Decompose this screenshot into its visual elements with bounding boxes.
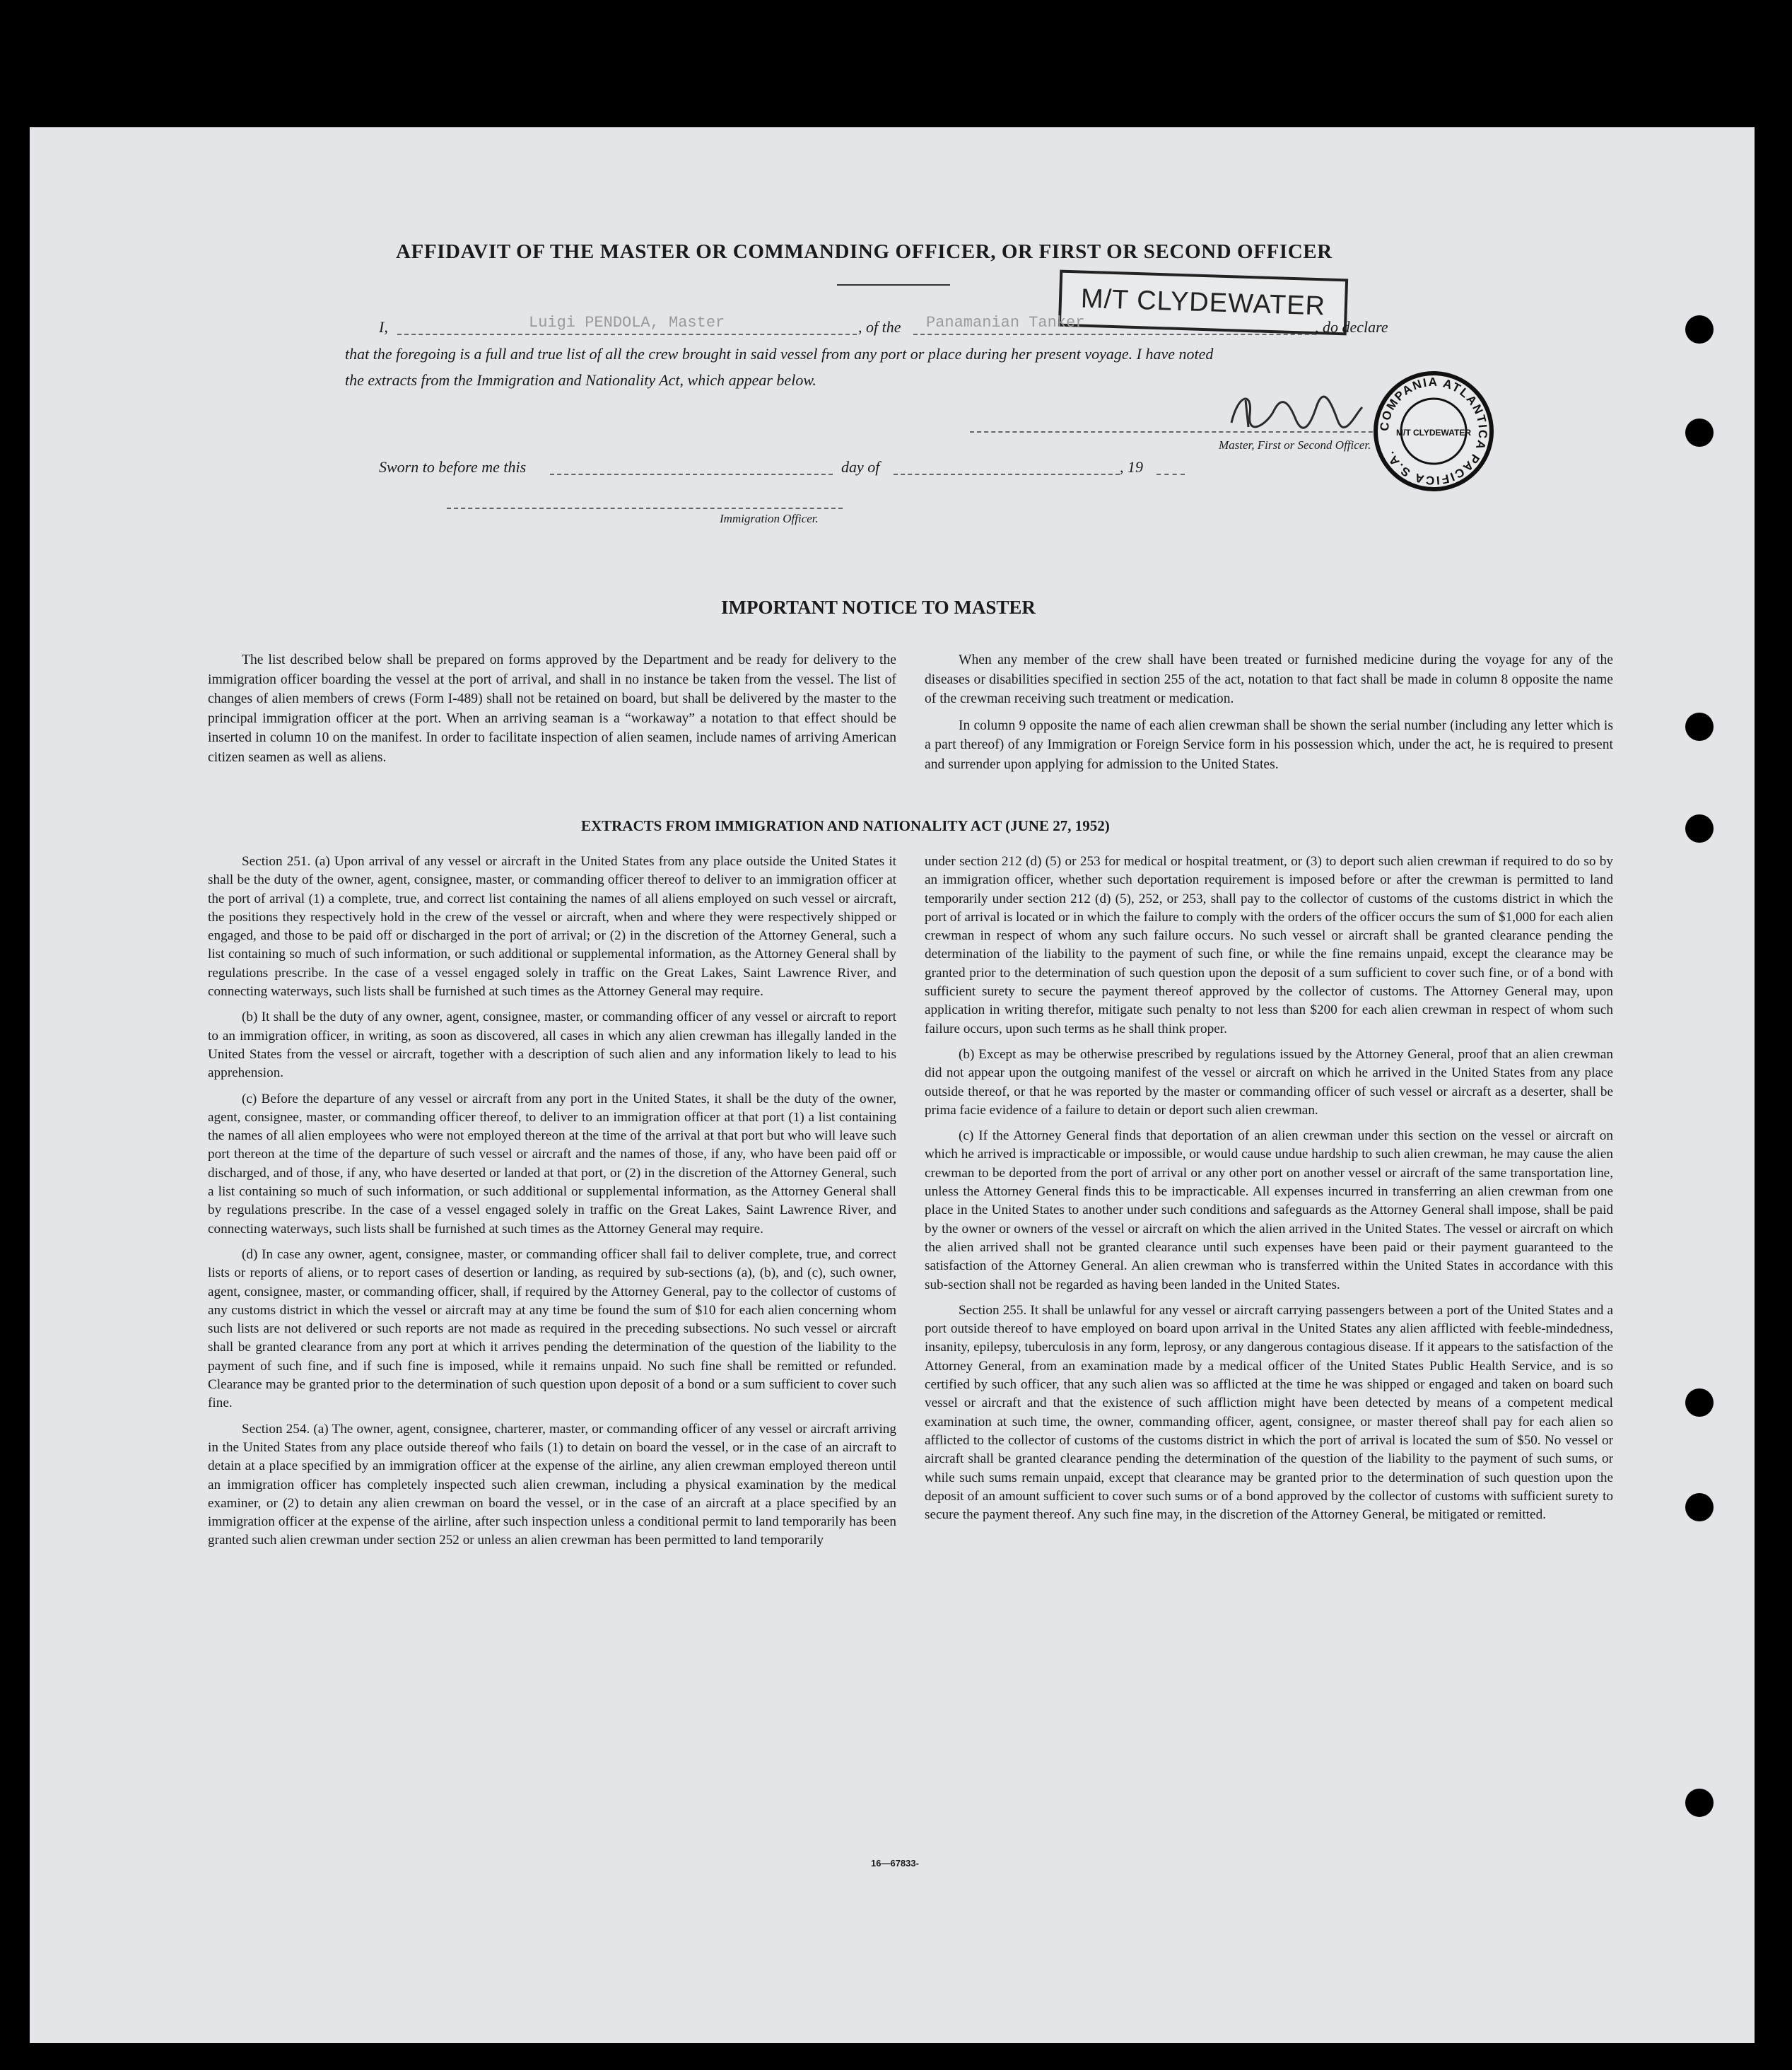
punch-hole: [1685, 419, 1714, 447]
notice-left-column: [208, 650, 896, 774]
extract-section-254c: (c) If the Attorney General finds that deportation of an alien crewman under this section on the vessel or aircraft on which he arrived is impracticable or impossible, or would cause undue hardship to such alien crewman, he may cause the alien crewman to be deported from the port of arrival or any other port on another vessel or aircraft of the same transportation line, unless the Attorney General finds this to be impracticable. All expenses incurred in transferring an alien crewman from one place in the United States to another under such conditions and safeguards as the Attorney General shall impose, shall be paid by the owner or owners of the vessel or aircraft on which the alien arrived in the United States. The vessel or aircraft on which the alien arrived shall not be granted clearance until such expenses have been paid or their payment guaranteed to the satisfaction of the Attorney General. An alien crewman who is transferred within the United States in accordance with this sub-section shall not be regarded as having been landed in the United States.: [925, 1128, 1613, 1292]
sworn-prefix: Sworn to before me this: [379, 458, 527, 476]
punch-hole: [1685, 315, 1714, 344]
declaration-line-2: that the foregoing is a full and true list of all the crew brought in said vessel from any port or place during her present voyage. I have noted: [345, 345, 1214, 363]
year-label: , 19: [1120, 458, 1143, 476]
extracts-left-column: [208, 853, 896, 1557]
extracts-title: EXTRACTS FROM IMMIGRATION AND NATIONALITY ACT (JUNE 27, 1952): [581, 817, 1110, 834]
master-name: Luigi PENDOLA, Master: [529, 314, 725, 332]
vessel-stamp: M/T CLYDEWATER: [1058, 270, 1348, 336]
print-code: 16—67833-: [871, 1858, 919, 1869]
master-signature: [1224, 386, 1366, 435]
vessel-name: Panamanian Tanker: [926, 314, 1085, 332]
notice-right-column: [925, 650, 1613, 781]
extract-section-251d: (d) In case any owner, agent, consignee, master, or commanding officer shall fail to deliver complete, true, and correct lists or reports of aliens, or to report cases of desertion or landing, as required by sub-sections (a), (b), and (c), such owner, agent, consignee, master, or commanding officer, shall, if required by the Attorney General, pay to the collector of customs of any customs district in which the vessel or aircraft may at any time be found the sum of $10 for each alien concerning whom such lists are not delivered or such reports are not made as required in the preceding subsections. No such vessel or aircraft shall be granted clearance from any port at which it arrives pending the determination of the question of the liability to the payment of such fine, and if such fine is imposed, while it remains unpaid. No such fine shall be remitted or refunded. Clearance may be granted prior to the determination of such question upon deposit of a bond or a sum sufficient to cover such fine.: [208, 1246, 896, 1411]
year-line: [1156, 474, 1185, 475]
officer-line: [447, 508, 843, 509]
punch-hole: [1685, 713, 1714, 741]
affidavit-title: AFFIDAVIT OF THE MASTER OR COMMANDING OFFICER, OR FIRST OR SECOND OFFICER: [396, 240, 1333, 263]
extract-section-254a: Section 254. (a) The owner, agent, consignee, charterer, master, or commanding officer of any vessel or aircraft arriving in the United States from any place outside thereof who fails (1) to detain on board the vessel, or in the case of an aircraft to detain at a place specified by an immigration officer at the expense of the airline, any alien crewman employed thereon until an immigration officer has completely inspected such alien crewman, including a physical examination by the medical examiner, or (2) to detain any alien crewman on board the vessel, or in the case of an aircraft at a place specified by an immigration officer at the expense of the airline, after such inspection unless a conditional permit to land temporarily has been granted such alien crewman under section 252 or unless an alien crewman has been permitted to land temporarily: [208, 1421, 896, 1548]
notice-title: IMPORTANT NOTICE TO MASTER: [721, 597, 1036, 618]
day-of-label: day of: [841, 458, 880, 476]
extract-section-251b: (b) It shall be the duty of any owner, agent, consignee, master, or commanding officer of any vessel or aircraft to report to an immigration officer, in writing, as soon as discovered, all cases in which any alien crewman has illegally landed in the United States from the vessel or aircraft, together with a description of such alien and any information likely to lead to his apprehension.: [208, 1010, 896, 1081]
sworn-month-line: [894, 474, 1120, 475]
of-the-label: , of the: [858, 318, 901, 336]
seal-center-text: M/T CLYDEWATER: [1395, 428, 1472, 438]
extract-section-254a-cont: under section 212 (d) (5) or 253 for medical or hospital treatment, or (3) to deport such alien crewman if required to do so by an immigration officer, whether such deportation requirement is imposed before or after the crewman is permitted to land temporarily under section 212 (d) (5), 252, or 253, shall pay to the collector of customs of the customs district in which the port of arrival is located or in which the failure to comply with the orders of the officer occurs the sum of $1,000 for each alien crewman in respect of whom any such failure occurs. No such vessel or aircraft shall be granted clearance pending the determination of the liability to the payment of such fine, or while the fine remains unpaid, except the clearance may be granted prior to the determination of such question upon the deposit of a sum sufficient to cover such fine, or of a bond with sufficient surety to secure the payment thereof approved by the collector of customs. The Attorney General may, upon application in writing therefor, mitigate such penalty to not less than $200 for each alien crewman in respect of whom such failure occurs, upon such terms as he shall think proper.: [925, 854, 1613, 1036]
declaration-line-3: the extracts from the Immigration and Nationality Act, which appear below.: [345, 371, 816, 389]
extract-section-254b: (b) Except as may be otherwise prescribed by regulations issued by the Attorney General, proof that an alien crewman did not appear upon the outgoing manifest of the vessel or aircraft on which he arrived in the United States from any place outside thereof, or that he was reported by the master or commanding officer of such vessel or aircraft as a deserter, shall be prima facie evidence of a failure to detain or deport such alien crewman.: [925, 1046, 1613, 1118]
punch-hole: [1685, 1388, 1714, 1417]
notice-right-paragraph-1: When any member of the crew shall have been treated or furnished medicine during the voyage for any of the diseases or disabilities specified in section 255 of the act, notation to that fact shall be made in column 8 opposite the name of the crewman receiving such treatment or medication.: [925, 653, 1613, 706]
extracts-right-column: [925, 853, 1613, 1531]
punch-hole: [1685, 1493, 1714, 1521]
declaration-prefix: I,: [379, 318, 388, 336]
document-page: [30, 127, 1755, 2043]
punch-hole: [1685, 1789, 1714, 1817]
extract-section-251c: (c) Before the departure of any vessel or aircraft from any port in the United States, it shall be the duty of the owner, agent, consignee, master, or commanding officer thereof, to deliver to an immigration officer at that port (1) a list containing the names of all alien employees who were not employed thereon at the time of the arrival at that port but who will leave such port thereon at the time of the departure of such vessel or aircraft and the names of those, if any, who have been paid off or discharged, and of those, if any, who have deserted or landed at that port, or (2) in the discretion of the Attorney General, such a list containing so much of such information, or such additional or supplemental information, as the Attorney General shall by regulations prescribe. In the case of a vessel engaged solely in traffic on the Great Lakes, Saint Lawrence River, and connecting waterways, such lists shall be furnished at such times as the Attorney General may require.: [208, 1091, 896, 1236]
signature-caption: Master, First or Second Officer.: [1219, 438, 1371, 452]
name-line: [397, 334, 857, 335]
notice-right-paragraph-2: In column 9 opposite the name of each alien crewman shall be shown the serial number (including any letter which is a part thereof) of any Immigration or Foreign Service form in his possession which, under the act, he is required to present and surrender upon applying for admission to the United States.: [925, 718, 1613, 772]
punch-hole: [1685, 814, 1714, 843]
officer-caption: Immigration Officer.: [720, 512, 819, 525]
declare-label: , do declare: [1315, 318, 1388, 336]
sworn-day-line: [550, 474, 833, 475]
vessel-line: [913, 334, 1316, 335]
company-seal: [1370, 368, 1497, 495]
seal-ring-text: COMPANIA ATLANTICA PACIFICA S.A.: [1377, 375, 1490, 488]
extract-section-251a: Section 251. (a) Upon arrival of any vessel or aircraft in the United States from any place outside the United States it shall be the duty of the owner, agent, consignee, master, or commanding officer thereof to deliver to an immigration officer at the port of arrival (1) a complete, true, and correct list containing the names of all aliens employed on such vessel or aircraft, the positions they respectively hold in the crew of the vessel or aircraft, when and where they were respectively shipped or engaged, and those to be paid off or discharged in the port of arrival; or (2) in the discretion of the Attorney General, such a list containing so much of such information, or such additional or supplemental information, as the Attorney General shall by regulations prescribe. In the case of a vessel engaged solely in traffic on the Great Lakes, Saint Lawrence River, and connecting waterways, such lists shall be furnished at such times as the Attorney General may require.: [208, 854, 896, 1000]
extract-section-255: Section 255. It shall be unlawful for any vessel or aircraft carrying passengers between a port of the United States and a port outside thereof to have employed on board upon arrival in the United States any alien afflicted with feeble-mindedness, insanity, epilepsy, tuberculosis in any form, leprosy, or any dangerous contagious disease. If it appears to the satisfaction of the Attorney General, from an examination made by a medical officer of the United States Public Health Service, and is so certified by such officer, that any such alien was so afflicted at the time he was shipped or engaged and taken on board such vessel or aircraft and that the existence of such affliction might have been detected by means of a competent medical examination at such time, the owner, commanding officer, agent, consignee, or master thereof shall pay for each alien so afflicted to the collector of customs of the customs district in which the port of arrival is located the sum of $50. No vessel or aircraft shall be granted clearance pending the determination of the question of the liability to the payment of such sums, or while such sums remain unpaid, except that clearance may be granted prior to the determination of such question upon the deposit of an amount sufficient to cover such sums or of a bond approved by the collector of customs with sufficient surety to secure the payment thereof. Any such fine may, in the discretion of the Attorney General, be mitigated or remitted.: [925, 1302, 1613, 1523]
title-underline: [837, 284, 950, 286]
notice-left-paragraph: The list described below shall be prepared on forms approved by the Department and be ready for delivery to the immigration officer boarding the vessel at the port of arrival, and shall in no instance be taken from the vessel. The list of changes of alien members of crews (Form I-489) shall not be retained on board, but shall be delivered by the master to the principal immigration officer at the port. When an arriving seaman is a “workaway” a notation to that effect should be inserted in column 10 on the manifest. In order to facilitate inspection of alien seamen, include names of arriving American citizen seamen as well as aliens.: [208, 653, 896, 765]
